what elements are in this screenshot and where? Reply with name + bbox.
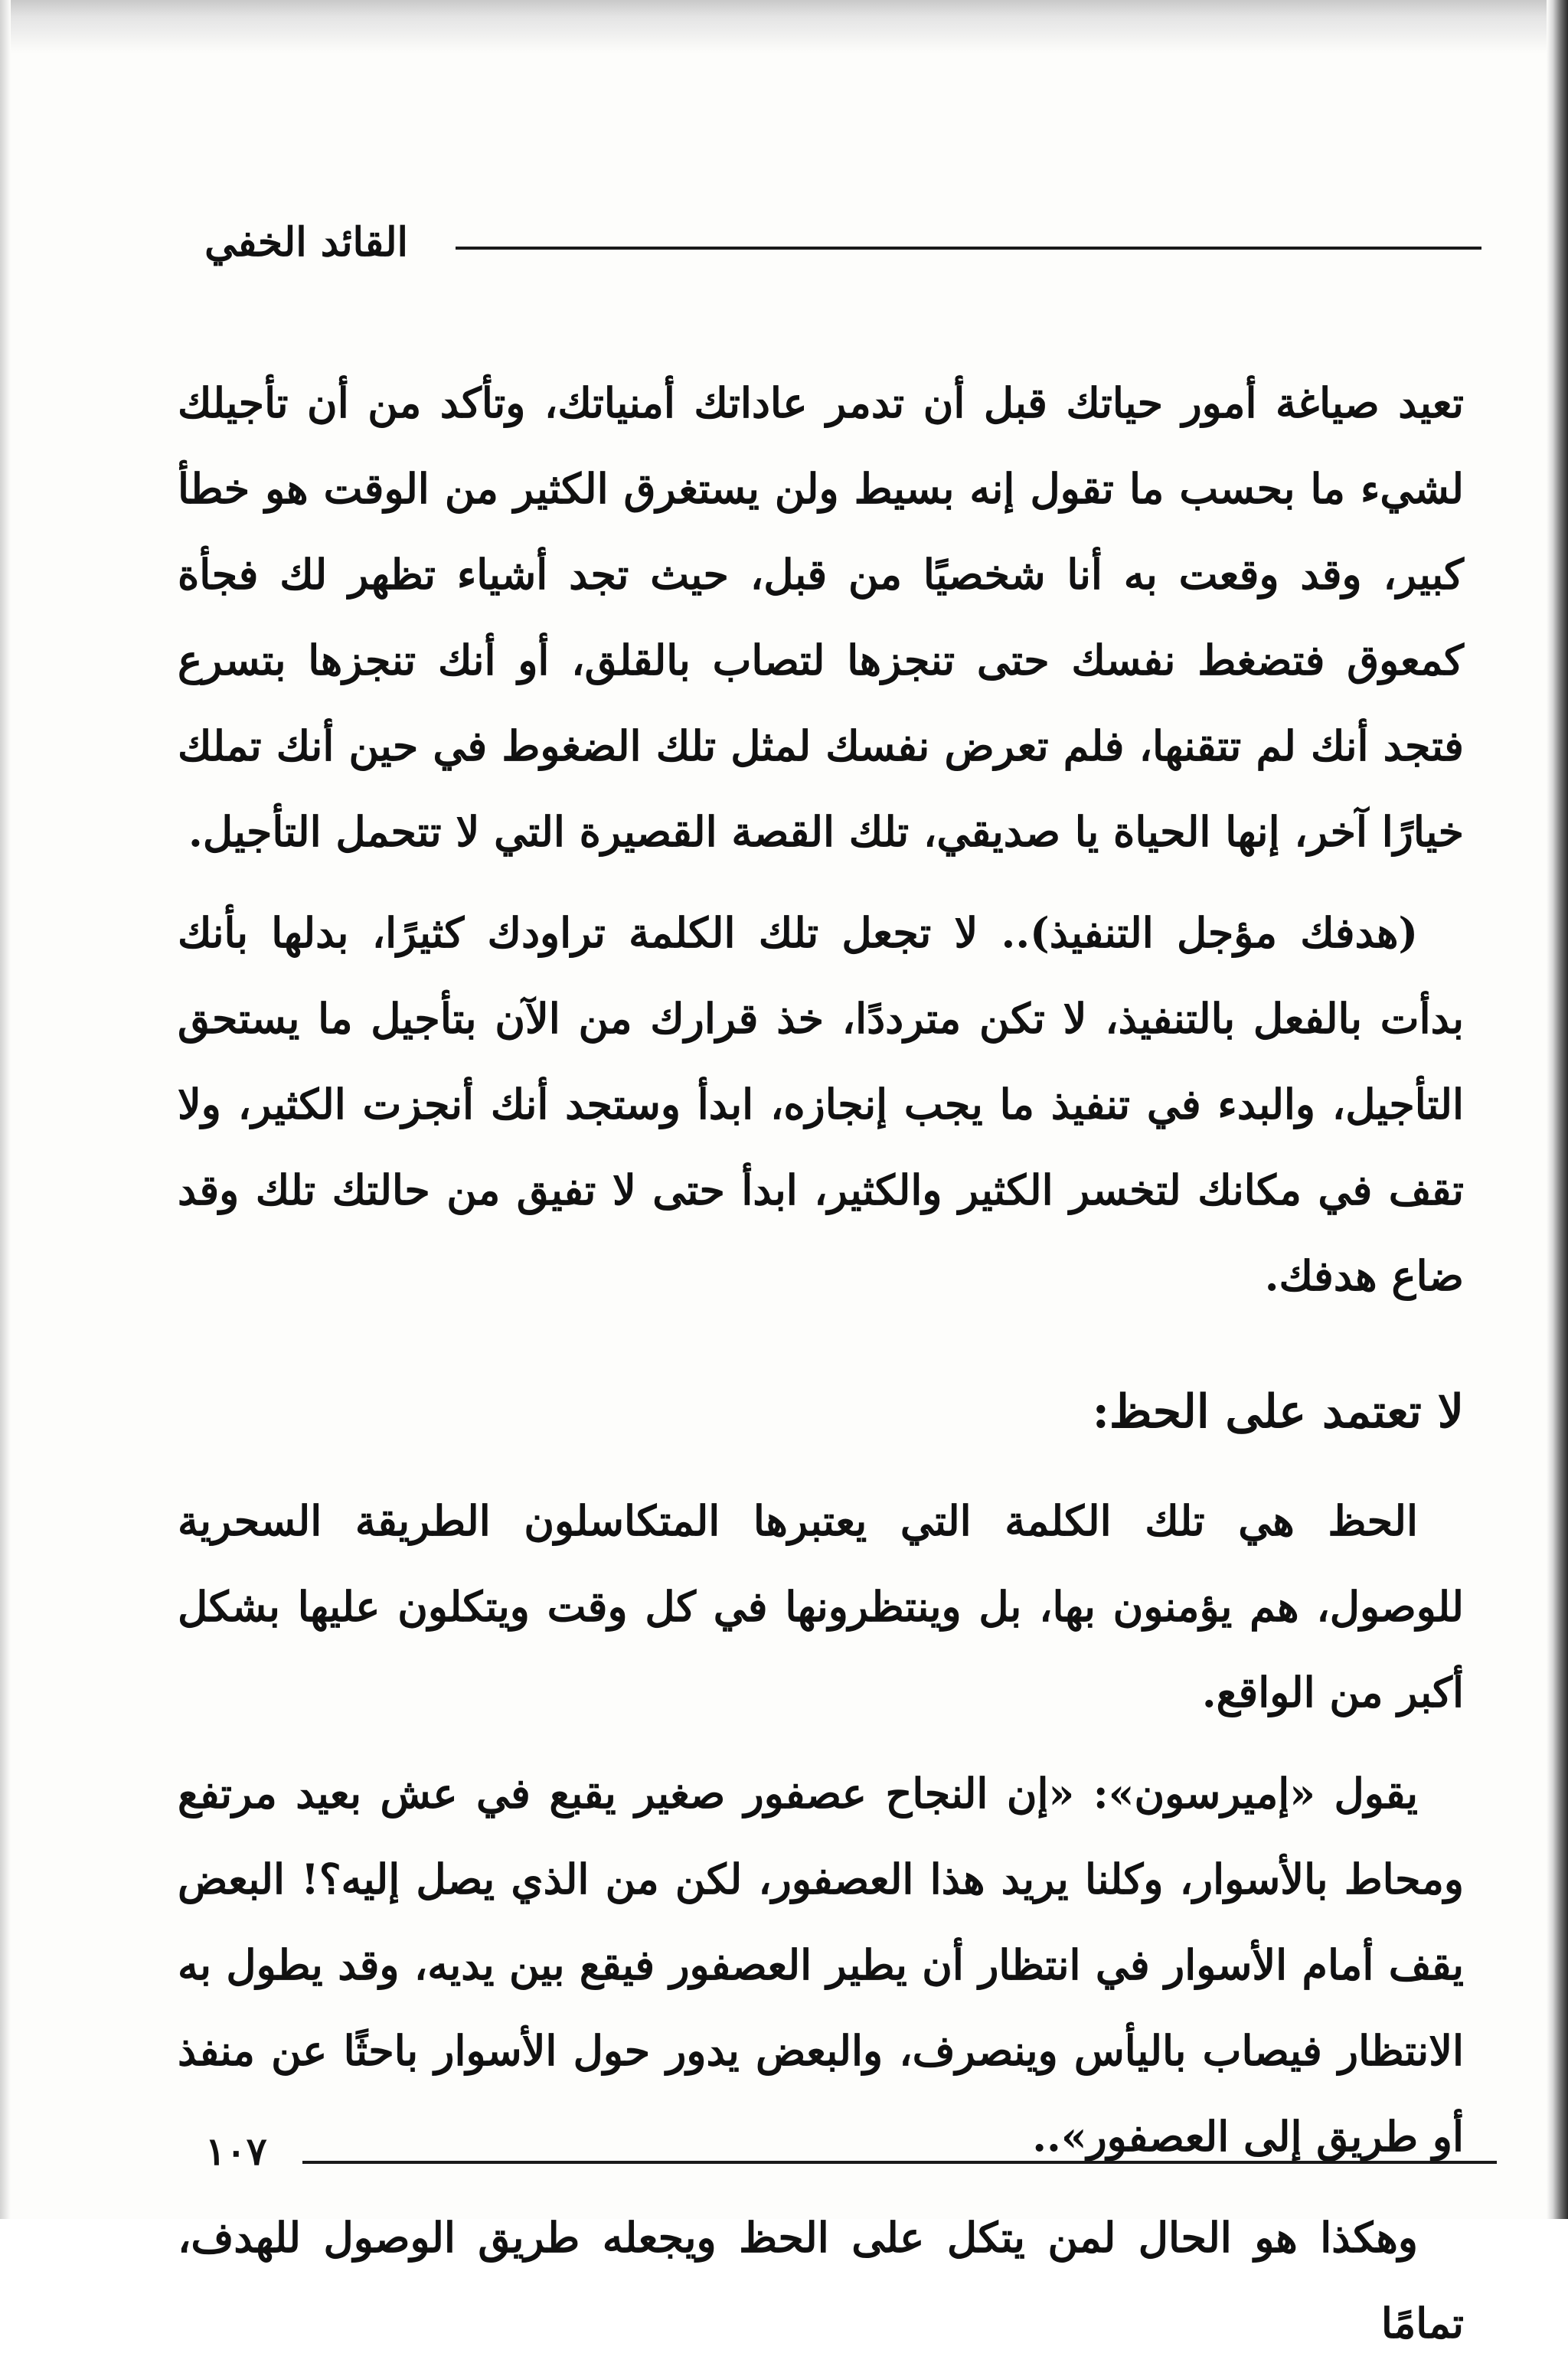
footer-rule: [302, 2161, 1497, 2164]
scan-shadow-top: [0, 0, 1568, 54]
page-number: ١٠٧: [205, 2129, 267, 2174]
paragraph-5: وهكذا هو الحال لمن يتكل على الحظ ويجعله طريق الوصول للهدف، تمامًا: [178, 2213, 1464, 2348]
header-rule: [456, 247, 1481, 250]
running-header-title: القائد الخفي: [204, 219, 408, 266]
paragraph-4: يقول «إميرسون»: «إن النجاح عصفور صغير يقبع في عش بعيد مرتفع ومحاط بالأسوار، وكلنا يريد هذا العصفور، لكن من الذي يصل إليه؟! البعض يقف أمام الأسوار في انتظار أن يطير العصفور فيقع بين يديه، وقد يطول به الانتظار فيصاب باليأس وينصرف، والبعض يدور حول الأسوار باحثًا عن منفذ أو طريق إلى العصفور»..: [178, 1769, 1464, 2161]
section-heading: لا تعتمد على الحظ:: [1092, 1385, 1464, 1439]
scan-shadow-left: [0, 0, 11, 2219]
paragraph-1: تعيد صياغة أمور حياتك قبل أن تدمر عاداتك أمنياتك، وتأكد من أن تأجيلك لشيء ما بحسب ما تقول إنه بسيط ولن يستغرق الكثير من الوقت هو خطأ كبير، وقد وقعت به أنا شخصيًا من قبل، حيث تجد أشياء تظهر لك فجأة كمعوق فتضغط نفسك حتى تنجزها لتصاب بالقلق، أو أنك تنجزها بتسرع فتجد أنك لم تتقنها، فلم تعرض نفسك لمثل تلك الضغوط في حين أنك تملك خيارًا آخر، إنها الحياة يا صديقي، تلك القصة القصيرة التي لا تتحمل التأجيل.: [178, 378, 1464, 856]
body-text: [178, 360, 1464, 2366]
scan-shadow-right: [1547, 0, 1568, 2219]
paragraph-3: الحظ هي تلك الكلمة التي يعتبرها المتكاسلون الطريقة السحرية للوصول، هم يؤمنون بها، بل وينتظرونها في كل وقت ويتكلون عليها بشكل أكبر من الواقع.: [178, 1496, 1464, 1717]
paragraph-2: (هدفك مؤجل التنفيذ).. لا تجعل تلك الكلمة تراودك كثيرًا، بدلها بأنك بدأت بالفعل بالتنفيذ، لا تكن مترددًا، خذ قرارك من الآن بتأجيل ما يستحق التأجيل، والبدء في تنفيذ ما يجب إنجازه، ابدأ وستجد أنك أنجزت الكثير، ولا تقف في مكانك لتخسر الكثير والكثير، ابدأ حتى لا تفيق من حالتك تلك وقد ضاع هدفك.: [178, 908, 1464, 1300]
